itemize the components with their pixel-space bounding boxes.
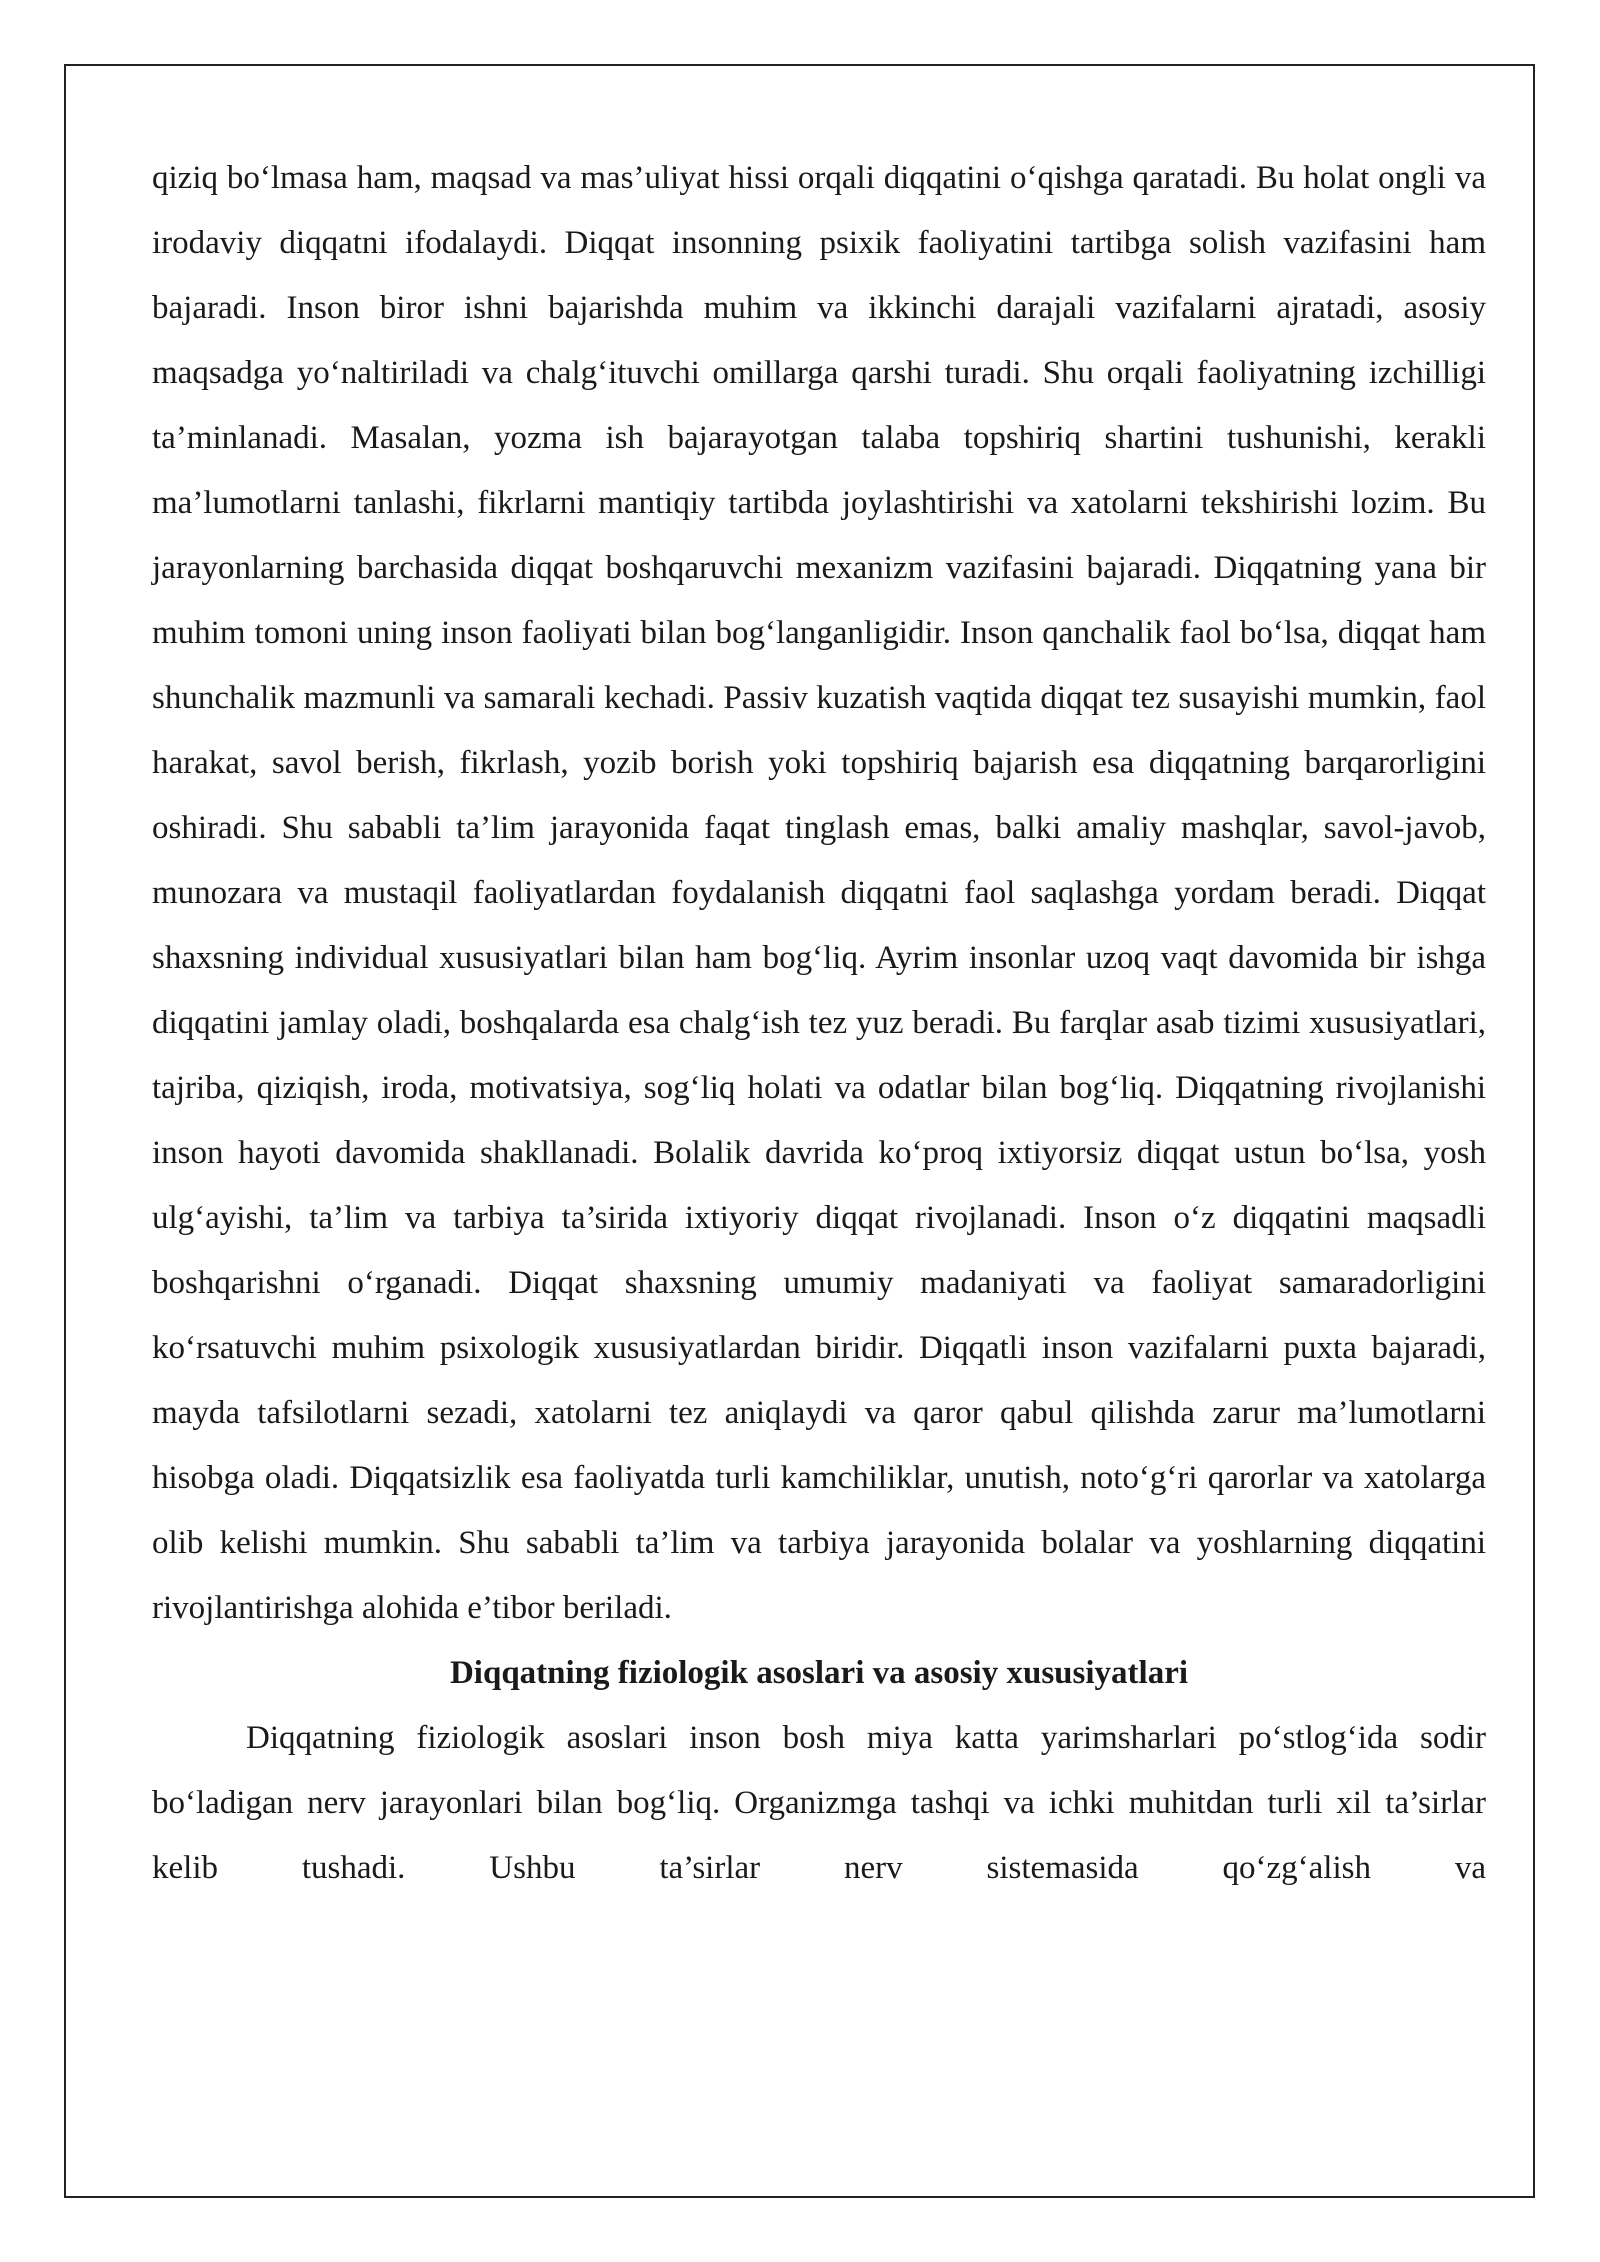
- document-body: [152, 146, 1486, 1901]
- body-paragraph-continued: Diqqatning fiziologik asoslari inson bosh miya katta yarimsharlari po‘stlog‘ida sodir bo‘ladigan nerv jarayonlari bilan bog‘liq. Organizmga tashqi va ichki muhitdan turli xil ta’sirlar kelib tushadi. Ushbu ta’sirlar nerv sistemasida qo‘zg‘alish va: [152, 1720, 1486, 1886]
- section-heading: Diqqatning fiziologik asoslari va asosiy xususiyatlari: [449, 1655, 1189, 1691]
- body-paragraph: qiziq bo‘lmasa ham, maqsad va mas’uliyat hissi orqali diqqatini o‘qishga qaratadi. Bu holat ongli va irodaviy diqqatni ifodalaydi. Diqqat insonning psixik faoliyatini tartibga solish vazifasini ham bajaradi. Inson biror ishni bajarishda muhim va ikkinchi darajali vazifalarni ajratadi, asosiy maqsadga yo‘naltiriladi va chalg‘ituvchi omillarga qarshi turadi. Shu orqali faoliyatning izchilligi ta’minlanadi. Masalan, yozma ish bajarayotgan talaba topshiriq shartini tushunishi, kerakli ma’lumotlarni tanlashi, fikrlarni mantiqiy tartibda joylashtirishi va xatolarni tekshirishi lozim. Bu jarayonlarning barchasida diqqat boshqaruvchi mexanizm vazifasini bajaradi. Diqqatning yana bir muhim tomoni uning inson faoliyati bilan bog‘langanligidir. Inson qanchalik faol bo‘lsa, diqqat ham shunchalik mazmunli va samarali kechadi. Passiv kuzatish vaqtida diqqat tez susayishi mumkin, faol harakat, savol berish, fikrlash, yozib borish yoki topshiriq bajarish esa diqqatning barqarorligini oshiradi. Shu sababli ta’lim jarayonida faqat tinglash emas, balki amaliy mashqlar, savol-javob, munozara va mustaqil faoliyatlardan foydalanish diqqatni faol saqlashga yordam beradi. Diqqat shaxsning individual xususiyatlari bilan ham bog‘liq. Ayrim insonlar uzoq vaqt davomida bir ishga diqqatini jamlay oladi, boshqalarda esa chalg‘ish tez yuz beradi. Bu farqlar asab tizimi xususiyatlari, tajriba, qiziqish, iroda, motivatsiya, sog‘liq holati va odatlar bilan bog‘liq. Diqqatning rivojlanishi inson hayoti davomida shakllanadi. Bolalik davrida ko‘proq ixtiyorsiz diqqat ustun bo‘lsa, yosh ulg‘ayishi, ta’lim va tarbiya ta’sirida ixtiyoriy diqqat rivojlanadi. Inson o‘z diqqatini maqsadli boshqarishni o‘rganadi. Diqqat shaxsning umumiy madaniyati va faoliyat samaradorligini ko‘rsatuvchi muhim psixologik xususiyatlardan biridir. Diqqatli inson vazifalarni puxta bajaradi, mayda tafsilotlarni sezadi, xatolarni tez aniqlaydi va qaror qabul qilishda zarur ma’lumotlarni hisobga oladi. Diqqatsizlik esa faoliyatda turli kamchiliklar, unutish, noto‘g‘ri qarorlar va xatolarga olib kelishi mumkin. Shu sababli ta’lim va tarbiya jarayonida bolalar va yoshlarning diqqatini rivojlantirishga alohida e’tibor beriladi.: [152, 160, 1486, 1626]
